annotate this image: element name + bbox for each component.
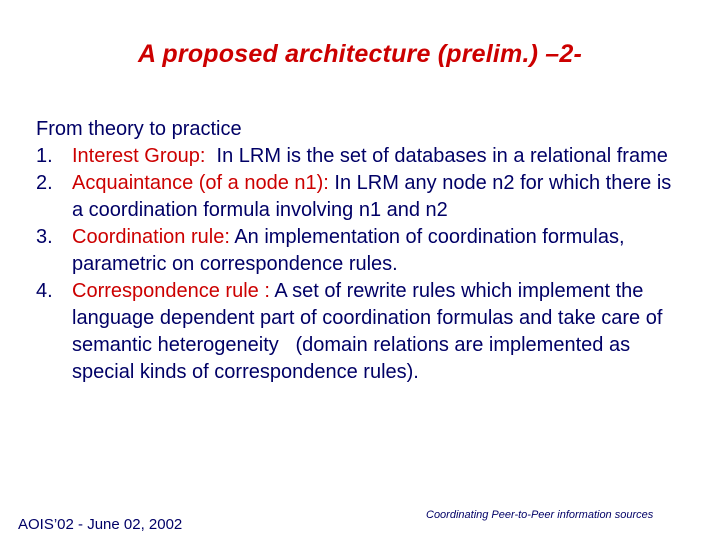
definition-list	[36, 143, 676, 386]
item-number: 2.	[36, 172, 53, 194]
list-item	[36, 224, 676, 278]
item-term: Interest Group	[72, 145, 200, 167]
intro-line: From theory to practice	[36, 118, 242, 140]
item-text: In LRM is the set of databases in a relational frame	[205, 145, 668, 167]
item-text: A set of rewrite rules which implement the language dependent part of coordination formulas and take care of semantic heterogeneity (domain relations are implemented as special kinds of correspondence rules).	[72, 280, 668, 383]
item-separator: :	[323, 172, 329, 194]
item-term: Correspondence rule	[72, 280, 259, 302]
slide-title: A proposed architecture (prelim.) –2-	[137, 40, 583, 68]
list-item	[36, 143, 676, 170]
item-number: 1.	[36, 145, 53, 167]
list-item	[36, 278, 676, 386]
item-text: An implementation of coordination formulas, parametric on correspondence rules.	[72, 226, 631, 275]
item-number: 3.	[36, 226, 53, 248]
item-separator: :	[258, 280, 270, 302]
item-text: In LRM any node n2 for which there is a coordination formula involving n1 and n2	[72, 172, 677, 221]
item-number: 4.	[36, 280, 53, 302]
item-term: Coordination rule	[72, 226, 225, 248]
item-separator: :	[199, 145, 206, 167]
item-separator: :	[224, 226, 230, 248]
footer-date: AOIS’02 - June 02, 2002	[18, 516, 183, 533]
item-term: Acquaintance (of a node n1)	[72, 172, 324, 194]
footer-source: Coordinating Peer-to-Peer information sources	[426, 509, 654, 521]
list-item	[36, 170, 676, 224]
